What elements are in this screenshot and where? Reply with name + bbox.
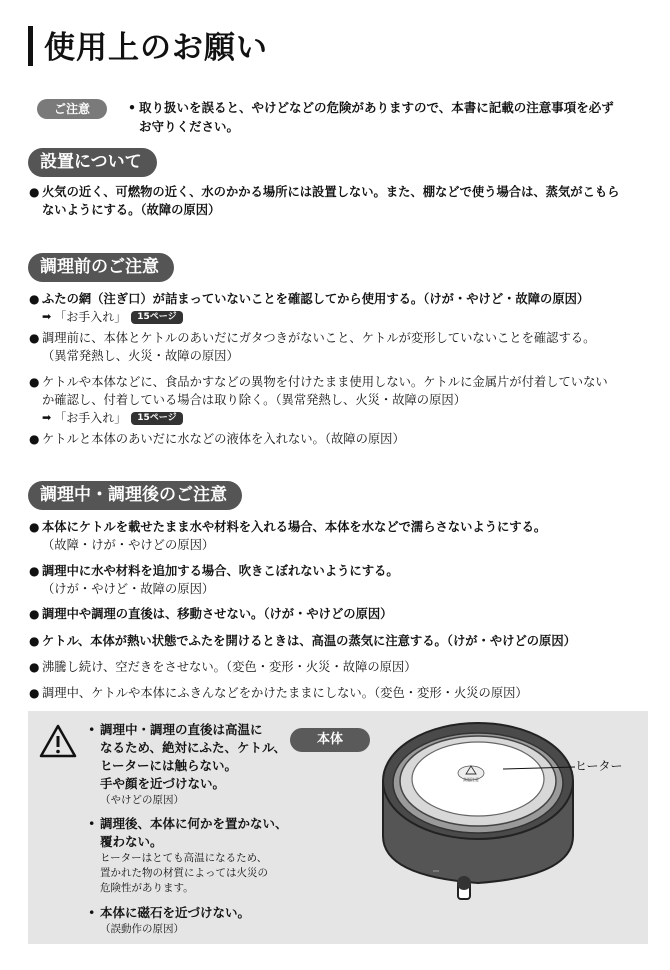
warning-item [88,721,288,808]
bullet: ● [29,185,40,199]
bullet: ● [29,292,40,306]
bullet: ● [29,564,40,578]
bullet: • [88,816,96,831]
bullet: • [88,722,96,737]
warning-text: なるため、絶対にふた、ケトル、 [100,740,287,755]
notice-line: お守りください。 [139,119,240,134]
warning-note: ヒーターはとても高温になるため、 [100,852,268,864]
list-item [29,605,654,623]
item-text: か確認し、付着している場合は取り除く。（異常発熱し、火災・故障の原因） [42,393,466,407]
arrow-right-icon: ➡ [42,310,52,323]
warning-text: 調理中・調理の直後は高温に [100,722,263,737]
notice-text [128,98,644,136]
bullet: ● [29,686,40,700]
body-badge: 本体 [290,728,370,752]
list-item [29,658,654,676]
item-text: ないようにする。（故障の原因） [42,203,221,217]
page-badge: 15ページ [131,412,182,425]
warning-note: 危険性があります。 [100,882,194,894]
notice-line: 取り扱いを誤ると、やけどなどの危険がありますので、本書に記載の注意事項を必ず [139,100,614,115]
bullet: • [88,905,96,920]
page-badge: 15ページ [131,311,182,324]
section-heading-before: 調理前のご注意 [28,253,174,282]
item-text: （けが・やけど・故障の原因） [42,582,215,596]
warning-text: 本体に磁石を近づけない。 [100,905,251,920]
warning-note: （誤動作の原因） [100,923,184,935]
warning-text: 覆わない。 [100,834,163,849]
warning-note: （やけどの原因） [100,794,184,806]
bullet: ● [29,607,40,621]
item-text: ふたの網（注ぎ口）が詰まっていないことを確認してから使用する。（けが・やけど・故障の原因） [42,292,590,306]
arrow-right-icon: ➡ [42,411,52,424]
list-item [29,684,654,702]
item-text: ケトル、本体が熱い状態でふたを開けるときは、高温の蒸気に注意する。（けが・やけどの原因） [42,634,576,648]
section-heading-during: 調理中・調理後のご注意 [28,481,242,510]
item-text: （故障・けが・やけどの原因） [42,538,215,552]
bullet: ● [29,375,40,389]
list-item [29,329,654,365]
list-item [29,290,654,326]
item-text: 沸騰し続け、空だきをさせない。（変色・変形・火災・故障の原因） [42,660,417,674]
page-reference[interactable] [42,409,654,427]
notice-badge: ご注意 [37,99,107,119]
item-text: 調理中や調理の直後は、移動させない。（けが・やけどの原因） [42,607,393,621]
warning-text: 調理後、本体に何かを置かない、 [100,816,288,831]
heater-mark-text: 高温注意 [463,777,479,782]
bullet: ● [29,432,40,446]
bullet: ● [29,634,40,648]
warning-item [88,815,288,896]
appliance-illustration [373,711,583,944]
warning-triangle-icon [38,723,78,759]
item-text: 調理前に、本体とケトルのあいだにガタつきがないこと、ケトルが変形していないことを確認する。 [42,331,596,345]
item-text: 本体にケトルを載せたまま水や材料を入れる場合、本体を水などで濡らさないようにする。 [42,520,547,534]
reference-text: 「お手入れ」 [54,411,127,425]
list-item [29,373,654,427]
page-title: 使用上のお願い [44,30,268,66]
bullet: • [128,100,136,115]
bullet: ● [29,660,40,674]
item-text: ケトルや本体などに、食品かすなどの異物を付けたまま使用しない。ケトルに金属片が付着していない [42,375,608,389]
warning-note: 置かれた物の材質によっては火災の [100,867,268,879]
list-item [29,430,654,448]
warning-text: 手や顔を近づけない。 [100,776,226,791]
list-item [29,183,654,219]
warning-box [28,711,648,944]
item-text: ケトルと本体のあいだに水などの液体を入れない。（故障の原因） [42,432,405,446]
bullet: ● [29,520,40,534]
warning-text: ヒーターには触らない。 [100,758,238,773]
list-item [29,632,654,650]
item-text: 火気の近く、可燃物の近く、水のかかる場所には設置しない。また、棚などで使う場合は、蒸気がこもら [42,185,620,199]
item-text: 調理中に水や材料を追加する場合、吹きこぼれないようにする。 [42,564,399,578]
warning-item [88,904,288,937]
list-item [29,518,654,554]
item-text: 調理中、ケトルや本体にふきんなどをかけたままにしない。（変色・変形・火災の原因） [42,686,528,700]
heater-label: ヒーター [575,759,623,773]
reference-text: 「お手入れ」 [54,310,127,324]
page-reference[interactable] [42,308,654,326]
section-heading-installation: 設置について [28,148,157,177]
title-accent-bar [28,26,33,66]
item-text: （異常発熱し、火災・故障の原因） [42,349,239,363]
list-item [29,562,654,598]
bullet: ● [29,331,40,345]
